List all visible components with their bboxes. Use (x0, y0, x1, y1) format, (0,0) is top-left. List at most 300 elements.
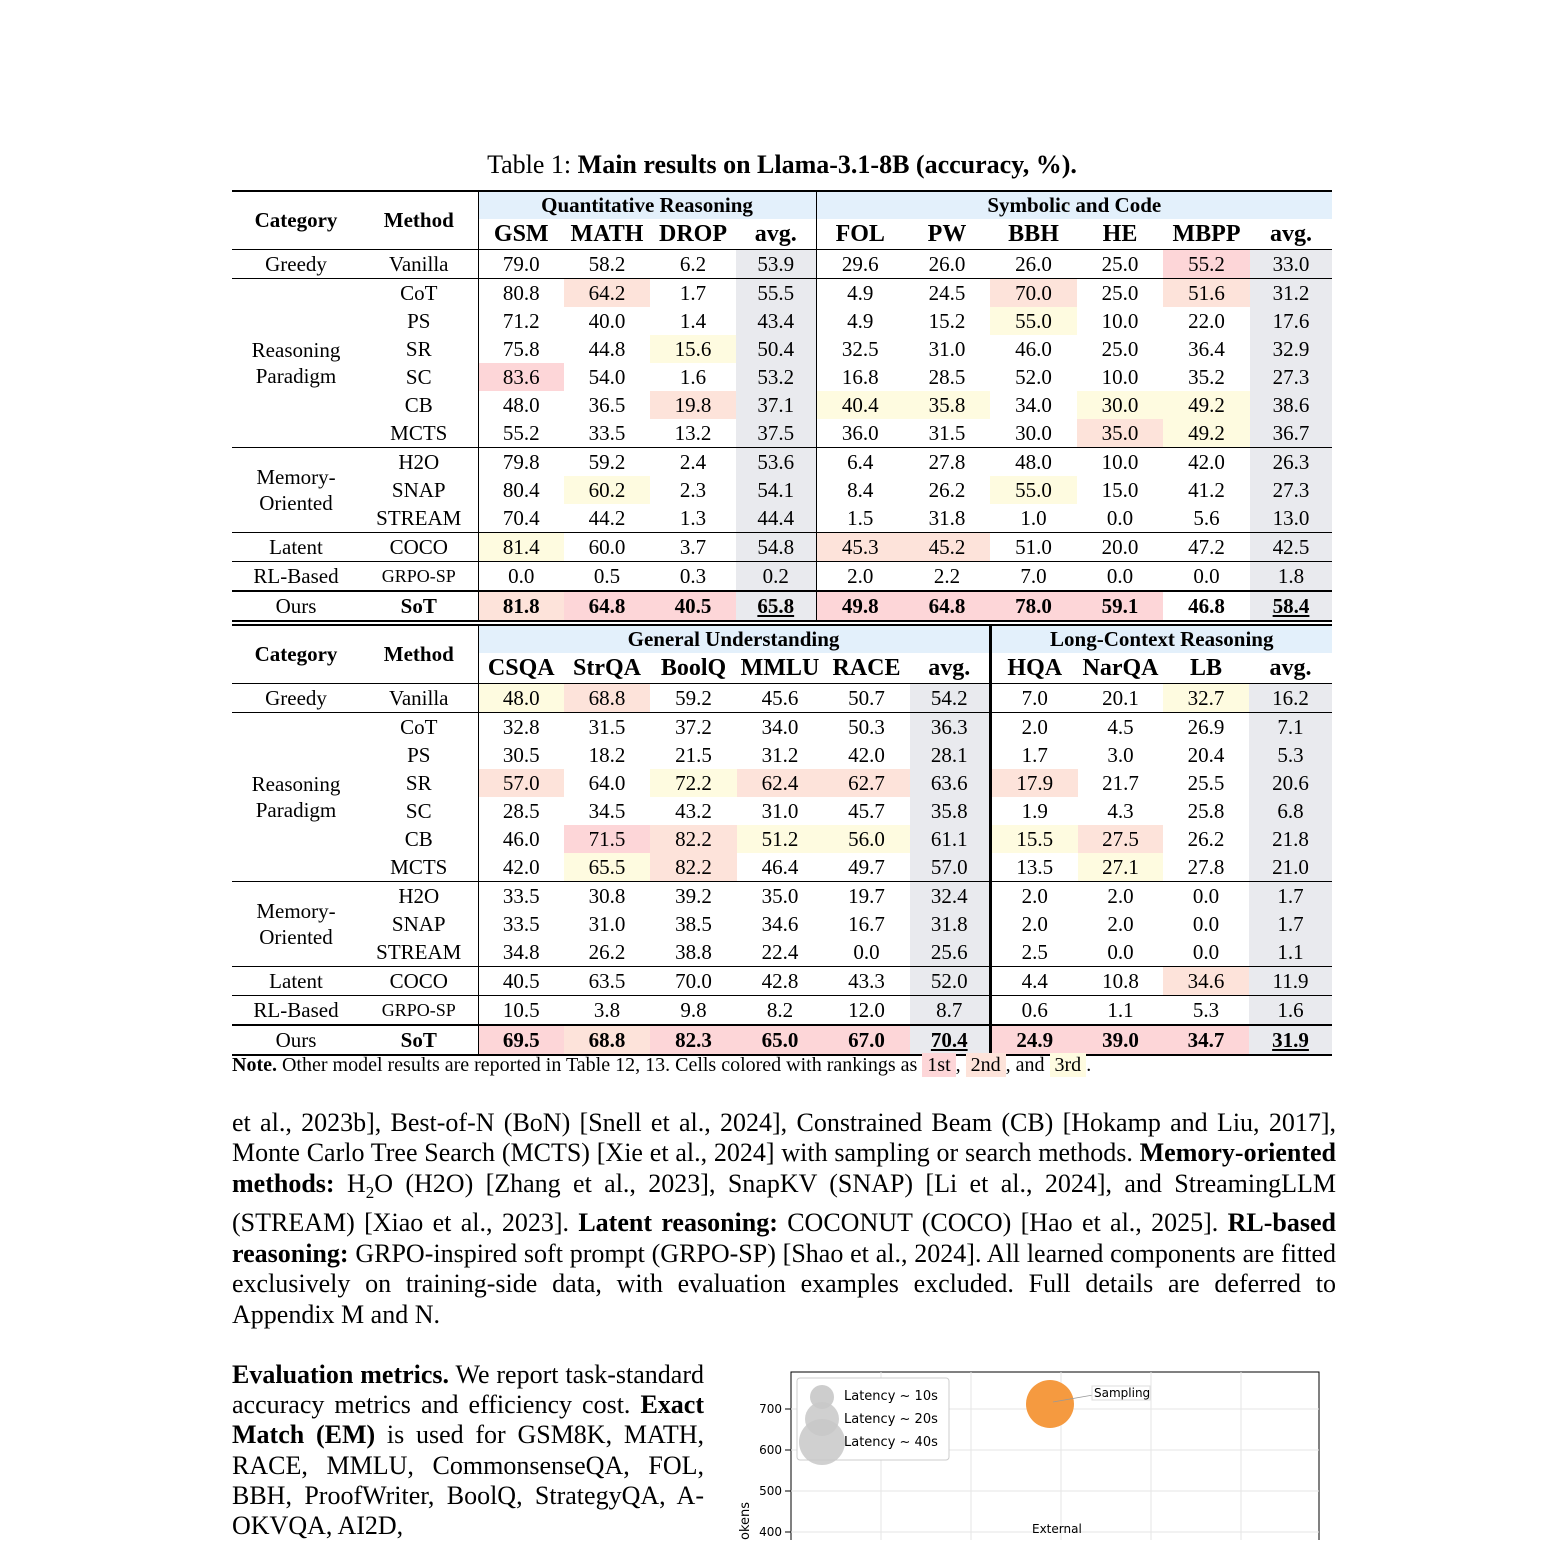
value-cell: 17.6 (1250, 307, 1332, 335)
value-cell: 25.0 (1077, 279, 1163, 308)
value-cell: 2.0 (1107, 912, 1134, 936)
value-cell: 72.2 (650, 769, 737, 797)
value-cell: 64.8 (564, 591, 650, 621)
legend-bubble-40s (799, 1419, 845, 1465)
legend-10s: Latency ~ 10s (844, 1389, 938, 1404)
value-cell: 75.8 (478, 335, 564, 363)
value-cell: 69.5 (478, 1025, 564, 1055)
value-cell: 2.0 (1078, 882, 1163, 911)
value-cell: 39.0 (1078, 1025, 1163, 1055)
col-header-1: MATH (570, 221, 644, 247)
value-cell: 36.4 (1188, 337, 1225, 361)
value-cell: 51.6 (1163, 279, 1250, 308)
method-cell: CoT (360, 713, 478, 742)
category-cell: Reasoning Paradigm (232, 279, 360, 448)
memory-text-a: H (346, 1168, 366, 1198)
value-cell: 54.2 (910, 684, 990, 713)
table-row (232, 967, 1332, 996)
table-row (232, 250, 1332, 279)
value-cell: 49.2 (1163, 391, 1250, 419)
value-cell: 79.8 (478, 448, 564, 477)
method-cell: CB (404, 393, 433, 417)
method-cell: MCTS (390, 855, 448, 879)
value-cell: 6.8 (1249, 797, 1332, 825)
value-cell: 20.1 (1078, 684, 1163, 713)
latent-heading: Latent reasoning: (578, 1208, 778, 1238)
value-cell: 31.5 (564, 713, 650, 742)
value-cell: 62.7 (823, 769, 910, 797)
value-cell: 39.2 (650, 882, 737, 911)
value-cell: 17.9 (990, 769, 1078, 797)
value-cell: 70.4 (910, 1025, 990, 1055)
value-cell: 60.0 (564, 533, 650, 562)
value-cell: 49.8 (816, 591, 904, 621)
col-header-2: BoolQ (660, 655, 727, 681)
value-cell: 37.2 (650, 713, 737, 742)
value-cell: 27.1 (1078, 853, 1163, 882)
ytick-600: 600 (759, 1443, 782, 1457)
ytick-400: 400 (759, 1525, 782, 1539)
header-category: Category (232, 625, 360, 684)
value-cell: 82.3 (650, 1025, 737, 1055)
value-cell: 81.4 (478, 533, 564, 562)
value-cell: 57.0 (910, 853, 990, 882)
value-cell: 32.5 (816, 335, 904, 363)
value-cell: 19.8 (650, 391, 736, 419)
category-cell: Greedy (232, 250, 360, 279)
value-cell: 20.0 (1077, 533, 1163, 562)
col-header-7: HE (1102, 221, 1138, 247)
value-cell: 33.5 (478, 910, 564, 938)
value-cell: 36.5 (588, 393, 626, 417)
value-cell: 10.8 (1078, 967, 1163, 996)
value-cell: 28.1 (910, 741, 990, 769)
method-cell: SoT (360, 1025, 478, 1055)
value-cell: 48.0 (990, 448, 1077, 477)
rank-3rd-chip: 3rd (1050, 1053, 1087, 1077)
table-row (232, 910, 1332, 938)
value-cell: 0.0 (1106, 506, 1134, 530)
value-cell: 2.4 (650, 448, 736, 477)
value-cell: 3.7 (650, 533, 736, 562)
value-cell: 27.3 (1250, 363, 1332, 391)
value-cell: 15.6 (650, 335, 736, 363)
category-cell: Memory- Oriented (232, 448, 360, 533)
value-cell: 64.0 (588, 771, 626, 795)
value-cell: 3.8 (564, 996, 650, 1026)
eval-text-2: is used for GSM8K, MATH, RACE, MMLU, CommonsenseQA, FOL, BBH, ProofWriter, BoolQ, StrategyQA, A-OKVQA, AI2D, (232, 1420, 705, 1541)
col-header-2: DROP (659, 221, 727, 247)
table-row (232, 448, 1332, 477)
method-cell: CB (404, 827, 433, 851)
evaluation-paragraph (232, 1360, 704, 1541)
value-cell: 58.4 (1250, 591, 1332, 621)
table-row (232, 996, 1332, 1026)
col-header-4: RACE (832, 655, 901, 681)
value-cell: 8.2 (737, 996, 823, 1026)
method-cell: STREAM (376, 940, 462, 964)
value-cell: 26.9 (1163, 713, 1249, 742)
value-cell: 68.8 (564, 1025, 650, 1055)
value-cell: 71.5 (564, 825, 650, 853)
value-cell: 53.6 (736, 448, 816, 477)
value-cell: 0.0 (1163, 562, 1250, 592)
value-cell: 70.4 (478, 504, 564, 533)
table-row (232, 797, 1332, 825)
value-cell: 81.8 (478, 591, 564, 621)
value-cell: 5.6 (1193, 506, 1220, 530)
value-cell: 25.5 (1187, 771, 1225, 795)
value-cell: 31.0 (588, 912, 626, 936)
table-row (232, 279, 1332, 308)
table-row (232, 562, 1332, 592)
value-cell: 52.0 (910, 967, 990, 996)
value-cell: 1.1 (1249, 938, 1332, 967)
value-cell: 43.4 (736, 307, 816, 335)
caption-title: Main results on Llama-3.1-8B (accuracy, %). (577, 150, 1077, 179)
col-header-3: avg. (754, 221, 797, 247)
method-cell: H2O (360, 448, 478, 477)
value-cell: 0.0 (1192, 912, 1220, 936)
value-cell: 61.1 (910, 825, 990, 853)
value-cell: 31.5 (928, 421, 966, 445)
col-header-5: PW (927, 221, 967, 247)
value-cell: 13.0 (1250, 504, 1332, 533)
value-cell: 70.0 (990, 279, 1077, 308)
value-cell: 0.0 (1077, 562, 1163, 592)
value-cell: 33.0 (1250, 250, 1332, 279)
value-cell: 55.2 (1163, 250, 1250, 279)
table-row (232, 363, 1332, 391)
value-cell: 22.4 (761, 940, 799, 964)
value-cell: 53.2 (736, 363, 816, 391)
method-cell: GRPO-SP (360, 562, 478, 592)
value-cell: 40.5 (650, 591, 736, 621)
value-cell: 2.2 (904, 562, 990, 592)
col-header-1: StrQA (573, 655, 641, 681)
value-cell: 0.0 (1163, 882, 1249, 911)
method-cell: SC (405, 799, 432, 823)
group-header-1: General Understanding (478, 625, 990, 653)
value-cell: 65.8 (736, 591, 816, 621)
value-cell: 80.8 (478, 279, 564, 308)
eval-text-1: We report task-standard accuracy metrics and efficiency cost. (232, 1360, 705, 1420)
method-cell: MCTS (390, 421, 448, 445)
value-cell: 1.7 (1249, 882, 1332, 911)
table-row (232, 391, 1332, 419)
external-label: External (1032, 1522, 1082, 1536)
method-cell: PS (407, 309, 431, 333)
value-cell: 25.6 (910, 938, 990, 967)
value-cell: 26.0 (990, 250, 1077, 279)
col-header-8: LB (1190, 655, 1223, 681)
table-row (232, 335, 1332, 363)
value-cell: 34.0 (1015, 393, 1052, 417)
value-cell: 8.4 (816, 476, 904, 504)
value-cell: 34.7 (1163, 1025, 1249, 1055)
value-cell: 31.0 (761, 799, 799, 823)
value-cell: 57.0 (478, 769, 564, 797)
value-cell: 5.3 (1249, 741, 1332, 769)
table-row (232, 769, 1332, 797)
note-and: , and (1005, 1054, 1045, 1076)
value-cell: 58.2 (564, 250, 650, 279)
value-cell: 80.4 (478, 476, 564, 504)
value-cell: 54.1 (736, 476, 816, 504)
value-cell: 6.2 (650, 250, 736, 279)
category-cell: Memory- Oriented (232, 882, 360, 967)
method-cell: SR (405, 771, 432, 795)
value-cell: 32.4 (910, 882, 990, 911)
value-cell: 33.5 (478, 882, 564, 911)
value-cell: 8.7 (910, 996, 990, 1026)
sampling-bubble (1026, 1380, 1074, 1428)
value-cell: 0.0 (478, 562, 564, 592)
value-cell: 26.0 (904, 250, 990, 279)
value-cell: 42.0 (1163, 448, 1250, 477)
value-cell: 78.0 (990, 591, 1077, 621)
value-cell: 28.5 (478, 797, 564, 825)
value-cell: 70.0 (650, 967, 737, 996)
value-cell: 49.2 (1163, 419, 1250, 448)
method-cell: COCO (360, 533, 478, 562)
value-cell: 62.4 (737, 769, 823, 797)
value-cell: 38.6 (1250, 391, 1332, 419)
value-cell: 59.2 (650, 684, 737, 713)
value-cell: 44.8 (588, 337, 626, 361)
value-cell: 2.0 (990, 910, 1078, 938)
method-cell: H2O (360, 882, 478, 911)
value-cell: 41.2 (1188, 478, 1225, 502)
value-cell: 28.5 (928, 365, 966, 389)
value-cell: 4.9 (816, 307, 904, 335)
value-cell: 1.8 (1250, 562, 1332, 592)
value-cell: 10.5 (478, 996, 564, 1026)
col-header-0: CSQA (478, 653, 564, 684)
value-cell: 7.0 (990, 684, 1078, 713)
value-cell: 4.3 (1107, 799, 1134, 823)
y-axis-label: okens (738, 1501, 753, 1540)
value-cell: 25.8 (1187, 799, 1225, 823)
value-cell: 34.0 (737, 713, 823, 742)
value-cell: 10.0 (1101, 309, 1139, 333)
category-cell: Latent (232, 967, 360, 996)
note-text: Other model results are reported in Table 12, 13. Cells colored with rankings as (281, 1054, 918, 1076)
caption-prefix: Table 1: (487, 150, 572, 179)
value-cell: 2.3 (679, 478, 707, 502)
value-cell: 1.6 (1249, 996, 1332, 1026)
value-cell: 21.7 (1102, 771, 1139, 795)
value-cell: 0.0 (1192, 940, 1220, 964)
value-cell: 10.0 (1101, 365, 1139, 389)
value-cell: 37.1 (736, 391, 816, 419)
method-cell: COCO (360, 967, 478, 996)
value-cell: 26.3 (1250, 448, 1332, 477)
value-cell: 31.2 (761, 743, 799, 767)
value-cell: 43.2 (675, 799, 712, 823)
value-cell: 30.0 (1015, 421, 1052, 445)
value-cell: 0.6 (990, 996, 1078, 1026)
value-cell: 60.2 (564, 476, 650, 504)
value-cell: 32.9 (1250, 335, 1332, 363)
em-heading: Exact Match (EM) (232, 1390, 705, 1450)
memory-sub: 2 (365, 1183, 375, 1202)
value-cell: 30.5 (478, 741, 564, 769)
value-cell: 22.0 (1188, 309, 1225, 333)
value-cell: 43.3 (823, 967, 910, 996)
value-cell: 31.9 (1249, 1025, 1332, 1055)
table-row (232, 938, 1332, 967)
value-cell: 7.1 (1249, 713, 1332, 742)
group-header-2: Symbolic and Code (816, 191, 1332, 219)
method-cell: CoT (360, 279, 478, 308)
latent-text: COCONUT (COCO) [Hao et al., 2025]. (787, 1208, 1219, 1238)
value-cell: 65.5 (564, 853, 650, 882)
value-cell: 34.5 (588, 799, 626, 823)
value-cell: 21.5 (675, 743, 712, 767)
value-cell: 42.0 (478, 853, 564, 882)
value-cell: 42.8 (737, 967, 823, 996)
note-bold: Note. (232, 1054, 277, 1076)
table-row (232, 591, 1332, 621)
value-cell: 59.2 (564, 448, 650, 477)
value-cell: 30.0 (1077, 391, 1163, 419)
table-row (232, 419, 1332, 448)
method-cell: GRPO-SP (360, 996, 478, 1026)
rl-text: GRPO-inspired soft prompt (GRPO-SP) [Shao et al., 2024]. All learned components are fitted exclusively on training-side data, with evaluation examples excluded. Full details are deferred to Appendix M and N. (232, 1238, 1336, 1329)
value-cell: 0.2 (736, 562, 816, 592)
header-category: Category (232, 191, 360, 250)
method-cell: SNAP (391, 912, 446, 936)
table-row (232, 741, 1332, 769)
table-row (232, 476, 1332, 504)
value-cell: 12.0 (823, 996, 910, 1026)
col-header-8: MBPP (1172, 221, 1241, 247)
table-caption (232, 150, 1332, 180)
value-cell: 11.9 (1249, 967, 1332, 996)
value-cell: 31.0 (928, 337, 966, 361)
value-cell: 46.0 (478, 825, 564, 853)
value-cell: 36.7 (1250, 419, 1332, 448)
value-cell: 35.8 (910, 797, 990, 825)
value-cell: 2.0 (990, 713, 1078, 742)
value-cell: 9.8 (650, 996, 737, 1026)
para-sentence-1: et al., 2023b], Best-of-N (BoN) [Snell et al., 2024], Constrained Beam (CB) [Hokamp and Liu, 2017], Monte Carlo Tree Search (MCTS) [Xie et al., 2024] with sampling or search methods. (232, 1108, 1336, 1168)
value-cell: 27.3 (1250, 476, 1332, 504)
value-cell: 16.8 (816, 363, 904, 391)
value-cell: 15.5 (990, 825, 1078, 853)
group-header-1: Quantitative Reasoning (478, 191, 816, 219)
value-cell: 2.0 (816, 562, 904, 592)
value-cell: 53.9 (736, 250, 816, 279)
col-header-6: HQA (990, 653, 1078, 684)
value-cell: 65.0 (737, 1025, 823, 1055)
value-cell: 55.0 (990, 476, 1077, 504)
value-cell: 44.2 (588, 506, 626, 530)
value-cell: 42.5 (1250, 533, 1332, 562)
value-cell: 38.8 (675, 940, 712, 964)
value-cell: 59.1 (1077, 591, 1163, 621)
table-row (232, 504, 1332, 533)
category-cell: Reasoning Paradigm (232, 713, 360, 882)
ytick-500: 500 (759, 1484, 782, 1498)
value-cell: 56.0 (823, 825, 910, 853)
memory-text-b: O (H2O) [Zhang et al., 2023], SnapKV (SNAP) [Li et al., 2024], and StreamingLLM (STREAM) [Xiao et al., 2023]. (232, 1168, 1337, 1238)
value-cell: 38.5 (675, 912, 712, 936)
memory-heading: Memory-oriented methods: (232, 1138, 1336, 1198)
col-header-6: BBH (1008, 221, 1059, 247)
method-cell: Vanilla (360, 684, 478, 713)
value-cell: 55.5 (736, 279, 816, 308)
value-cell: 1.7 (650, 279, 736, 308)
table-row (232, 713, 1332, 742)
value-cell: 13.5 (990, 853, 1078, 882)
value-cell: 15.0 (1101, 478, 1139, 502)
value-cell: 27.8 (1187, 855, 1225, 879)
method-cell: SC (405, 365, 432, 389)
header-method: Method (360, 625, 478, 684)
bubble-chart (735, 1368, 1335, 1540)
rank-2nd-chip: 2nd (966, 1053, 1006, 1077)
value-cell: 26.2 (928, 478, 966, 502)
value-cell: 46.8 (1163, 591, 1250, 621)
table-row (232, 825, 1332, 853)
value-cell: 34.6 (761, 912, 799, 936)
value-cell: 33.5 (588, 421, 626, 445)
value-cell: 13.2 (674, 421, 712, 445)
value-cell: 2.0 (990, 882, 1078, 911)
value-cell: 45.3 (816, 533, 904, 562)
value-cell: 36.3 (910, 713, 990, 742)
ytick-700: 700 (759, 1402, 782, 1416)
value-cell: 35.0 (1077, 419, 1163, 448)
value-cell: 6.4 (816, 448, 904, 477)
value-cell: 29.6 (816, 250, 904, 279)
eval-heading: Evaluation metrics. (232, 1360, 450, 1389)
table-row (232, 853, 1332, 882)
rank-1st-chip: 1st (922, 1053, 955, 1077)
value-cell: 0.0 (1107, 940, 1134, 964)
value-cell: 36.0 (816, 419, 904, 448)
legend-20s: Latency ~ 20s (844, 1412, 938, 1427)
value-cell: 1.7 (990, 741, 1078, 769)
value-cell: 4.4 (990, 967, 1078, 996)
value-cell: 1.1 (1078, 996, 1163, 1026)
value-cell: 15.2 (928, 309, 966, 333)
value-cell: 82.2 (650, 853, 737, 882)
value-cell: 0.5 (564, 562, 650, 592)
value-cell: 63.5 (564, 967, 650, 996)
value-cell: 21.8 (1249, 825, 1332, 853)
value-cell: 27.8 (904, 448, 990, 477)
method-cell: PS (407, 743, 431, 767)
value-cell: 79.0 (478, 250, 564, 279)
value-cell: 54.0 (588, 365, 626, 389)
value-cell: 54.8 (736, 533, 816, 562)
value-cell: 49.7 (848, 855, 885, 879)
value-cell: 1.6 (679, 365, 707, 389)
header-method: Method (360, 191, 478, 250)
value-cell: 31.8 (910, 910, 990, 938)
table-note: Note. Other model results are reported in Table 12, 13. Cells colored with rankings as 1st , 2nd , and 3rd . (232, 1054, 1092, 1076)
col-header-5: avg. (928, 655, 971, 681)
value-cell: 18.2 (588, 743, 626, 767)
category-cell: RL-Based (232, 996, 360, 1026)
method-cell: Vanilla (360, 250, 478, 279)
value-cell: 3.0 (1107, 743, 1134, 767)
value-cell: 30.8 (564, 882, 650, 911)
value-cell: 34.6 (1163, 967, 1249, 996)
